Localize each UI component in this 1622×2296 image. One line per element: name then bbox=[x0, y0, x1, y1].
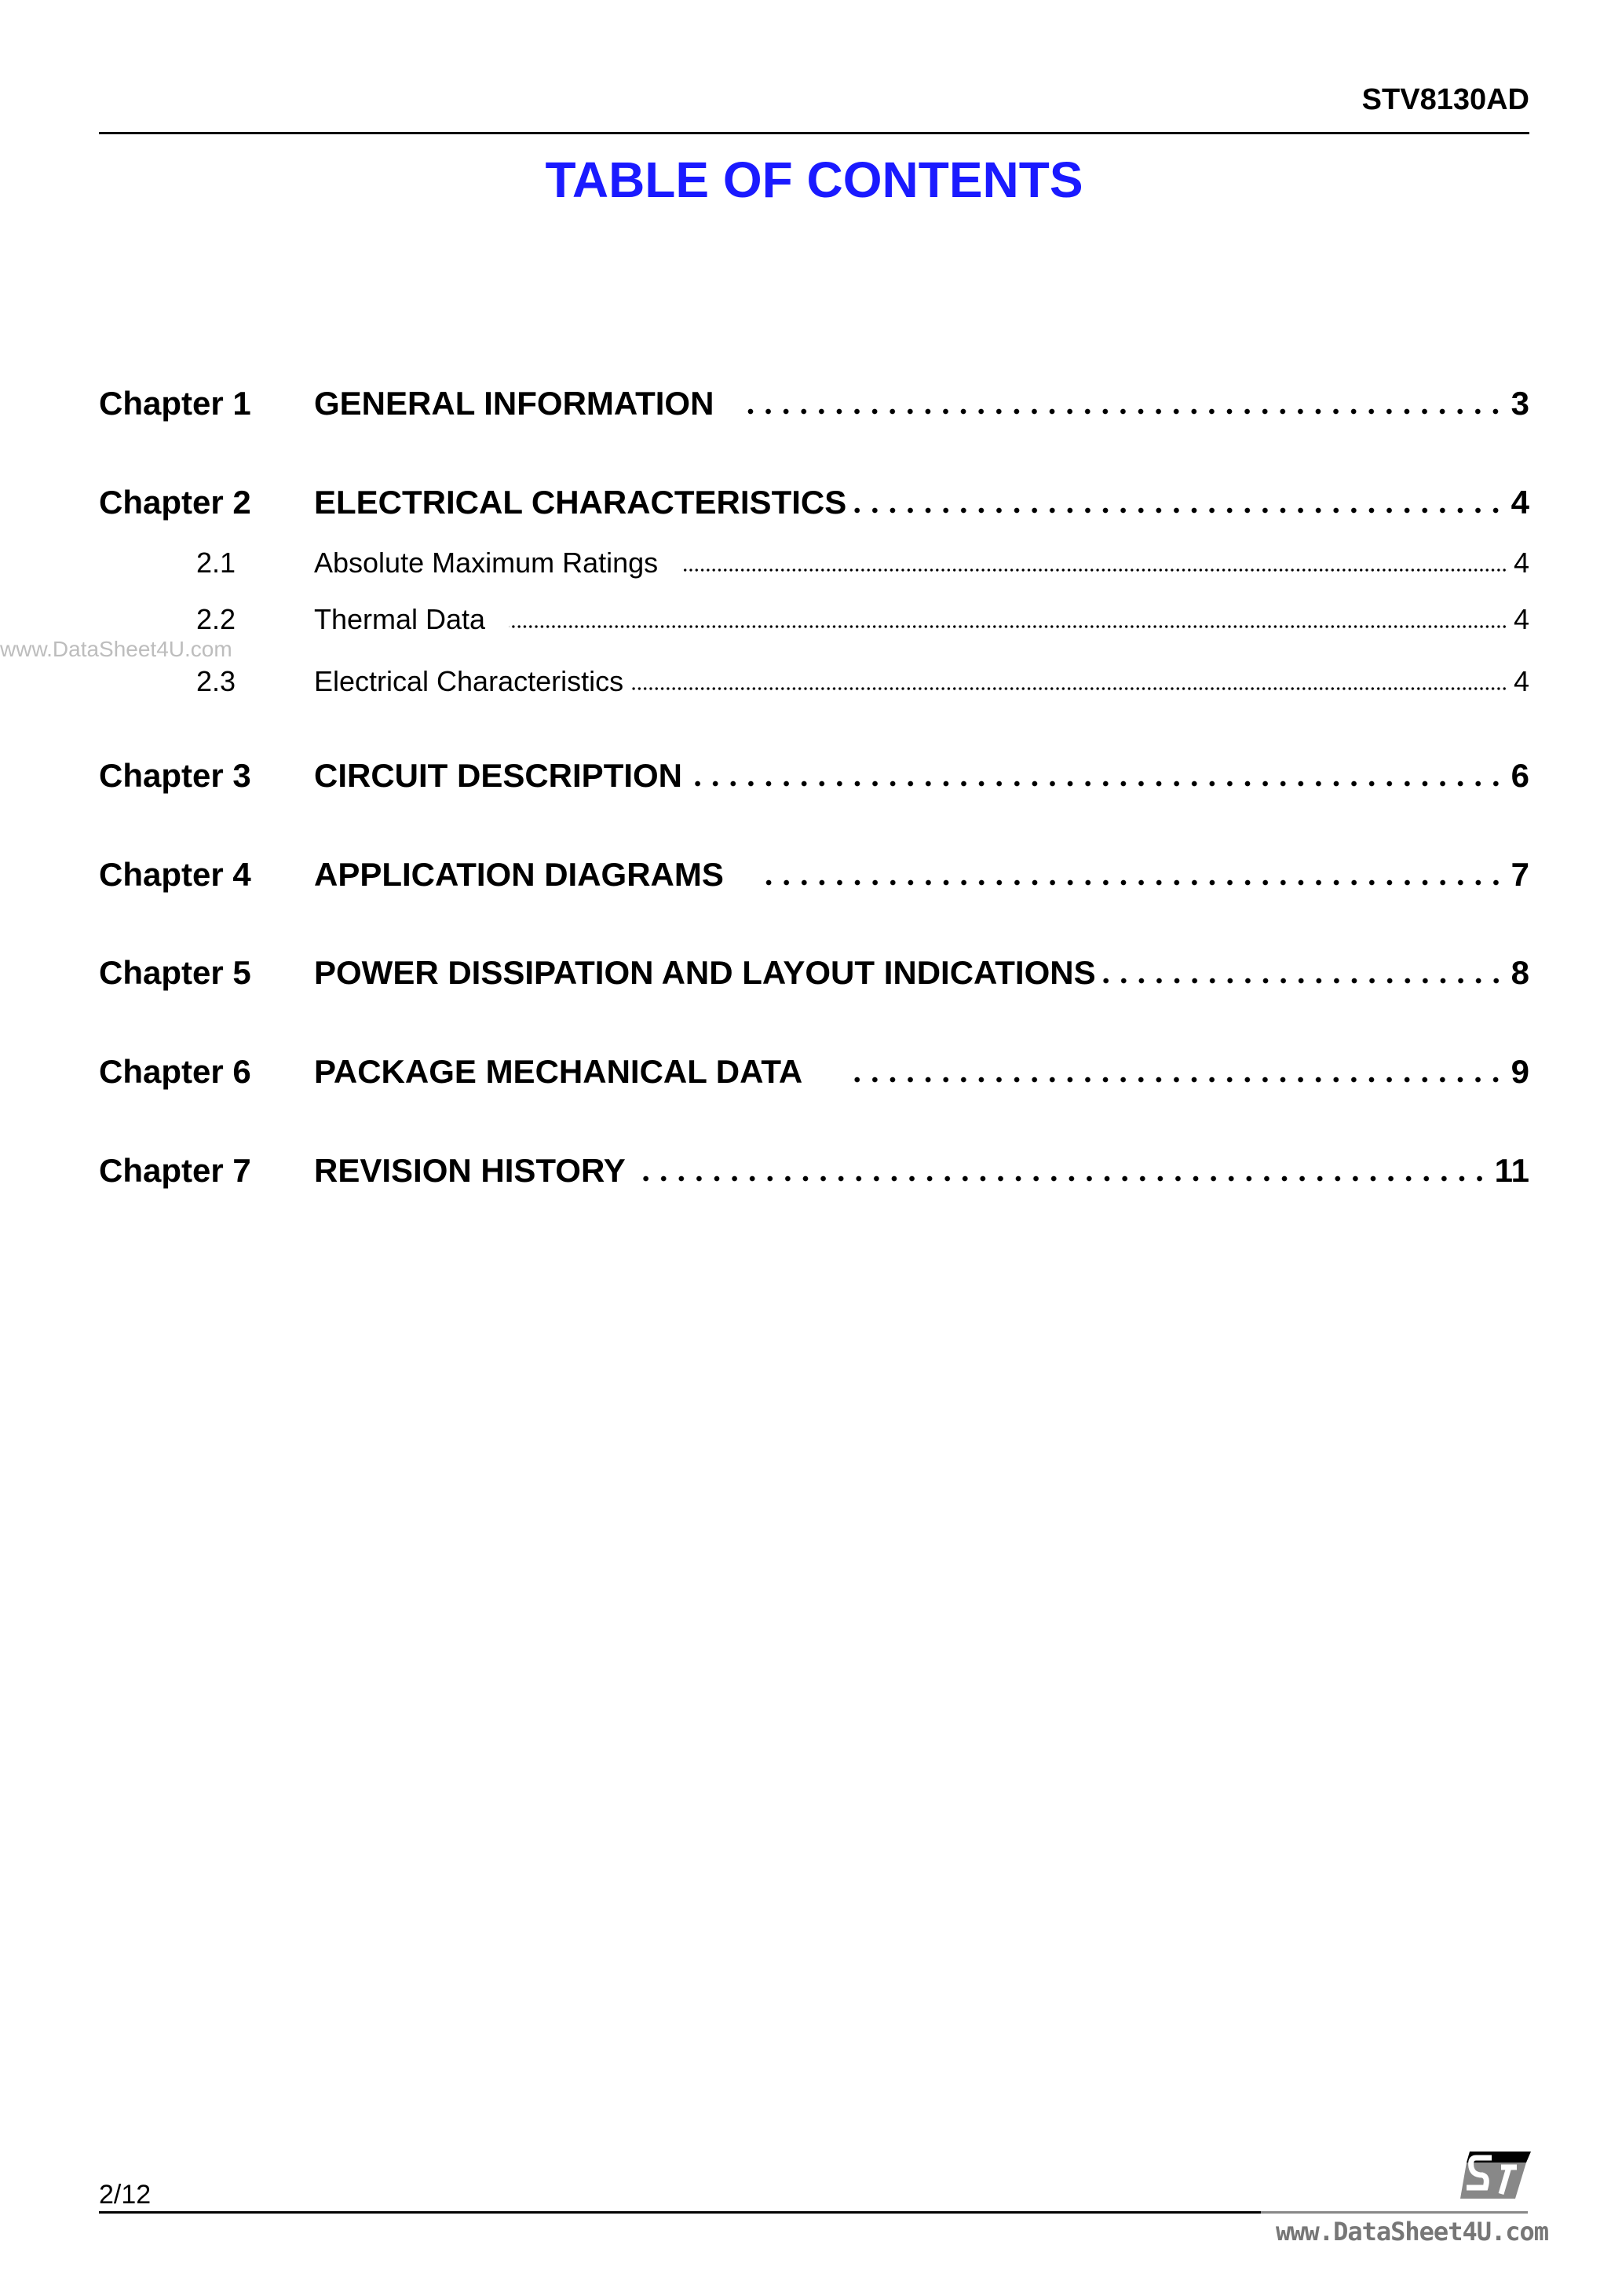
dot-leader bbox=[630, 686, 1507, 691]
chapter-label: Chapter 1 bbox=[99, 385, 251, 422]
page-number: 11 bbox=[1494, 1152, 1529, 1189]
section-title: Absolute Maximum Ratings bbox=[314, 547, 659, 579]
chapter-label: Chapter 3 bbox=[99, 757, 251, 794]
dot-leader bbox=[632, 1175, 1489, 1182]
section-number: 2.1 bbox=[196, 547, 236, 579]
page-number: 4 bbox=[1513, 603, 1529, 635]
dot-leader bbox=[745, 408, 1504, 415]
page-title: TABLE OF CONTENTS bbox=[545, 152, 1083, 208]
document-id: STV8130AD bbox=[1361, 83, 1529, 116]
dot-leader bbox=[763, 879, 1505, 886]
chapter-title: APPLICATION DIAGRAMS bbox=[314, 856, 724, 893]
toc-chapter-6[interactable] bbox=[99, 1053, 1529, 1091]
toc-chapter-1[interactable] bbox=[99, 385, 1529, 422]
chapter-title: POWER DISSIPATION AND LAYOUT INDICATIONS bbox=[314, 954, 1096, 991]
chapter-label: Chapter 4 bbox=[99, 856, 251, 893]
page-number: 4 bbox=[1511, 484, 1529, 521]
toc-chapter-7[interactable] bbox=[99, 1152, 1529, 1190]
section-number: 2.2 bbox=[196, 603, 236, 635]
chapter-title: PACKAGE MECHANICAL DATA bbox=[314, 1053, 803, 1090]
page-number: 6 bbox=[1511, 757, 1529, 794]
dot-leader bbox=[509, 624, 1507, 629]
chapter-title: GENERAL INFORMATION bbox=[314, 385, 714, 422]
chapter-title: ELECTRICAL CHARACTERISTICS bbox=[314, 484, 847, 521]
watermark-footer-text: www.DataSheet4U.com bbox=[1276, 2217, 1549, 2247]
chapter-title: CIRCUIT DESCRIPTION bbox=[314, 757, 683, 794]
page-number: 3 bbox=[1511, 385, 1529, 422]
toc-chapter-5[interactable] bbox=[99, 954, 1529, 992]
page-number: 4 bbox=[1513, 665, 1529, 697]
watermark-text: www.DataSheet4U.com bbox=[0, 637, 232, 661]
dot-leader bbox=[1102, 978, 1505, 984]
page-number: 7 bbox=[1511, 856, 1529, 893]
st-logo-icon bbox=[1460, 2152, 1531, 2203]
toc-section-2-3[interactable] bbox=[99, 666, 1529, 697]
toc-chapter-4[interactable] bbox=[99, 856, 1529, 894]
section-title: Electrical Characteristics bbox=[314, 665, 624, 697]
footer-rule-gray bbox=[1261, 2211, 1528, 2214]
footer-rule bbox=[99, 2211, 1261, 2214]
toc-chapter-3[interactable] bbox=[99, 757, 1529, 795]
page-number: 8 bbox=[1511, 954, 1529, 991]
chapter-label: Chapter 6 bbox=[99, 1053, 251, 1090]
dot-leader bbox=[853, 507, 1504, 514]
dot-leader bbox=[681, 568, 1507, 572]
chapter-label: Chapter 7 bbox=[99, 1152, 251, 1189]
section-title: Thermal Data bbox=[314, 603, 486, 635]
toc-section-2-1[interactable] bbox=[99, 547, 1529, 579]
footer-page-number: 2/12 bbox=[99, 2180, 152, 2210]
header-rule bbox=[99, 132, 1529, 134]
section-number: 2.3 bbox=[196, 665, 236, 697]
dot-leader bbox=[849, 1077, 1504, 1083]
dot-leader bbox=[689, 781, 1505, 787]
chapter-label: Chapter 5 bbox=[99, 954, 251, 991]
page-number: 9 bbox=[1511, 1053, 1529, 1090]
chapter-label: Chapter 2 bbox=[99, 484, 251, 521]
page-number: 4 bbox=[1513, 547, 1529, 579]
toc-section-2-2[interactable] bbox=[99, 604, 1529, 635]
chapter-title: REVISION HISTORY bbox=[314, 1152, 626, 1189]
toc-chapter-2[interactable] bbox=[99, 484, 1529, 521]
